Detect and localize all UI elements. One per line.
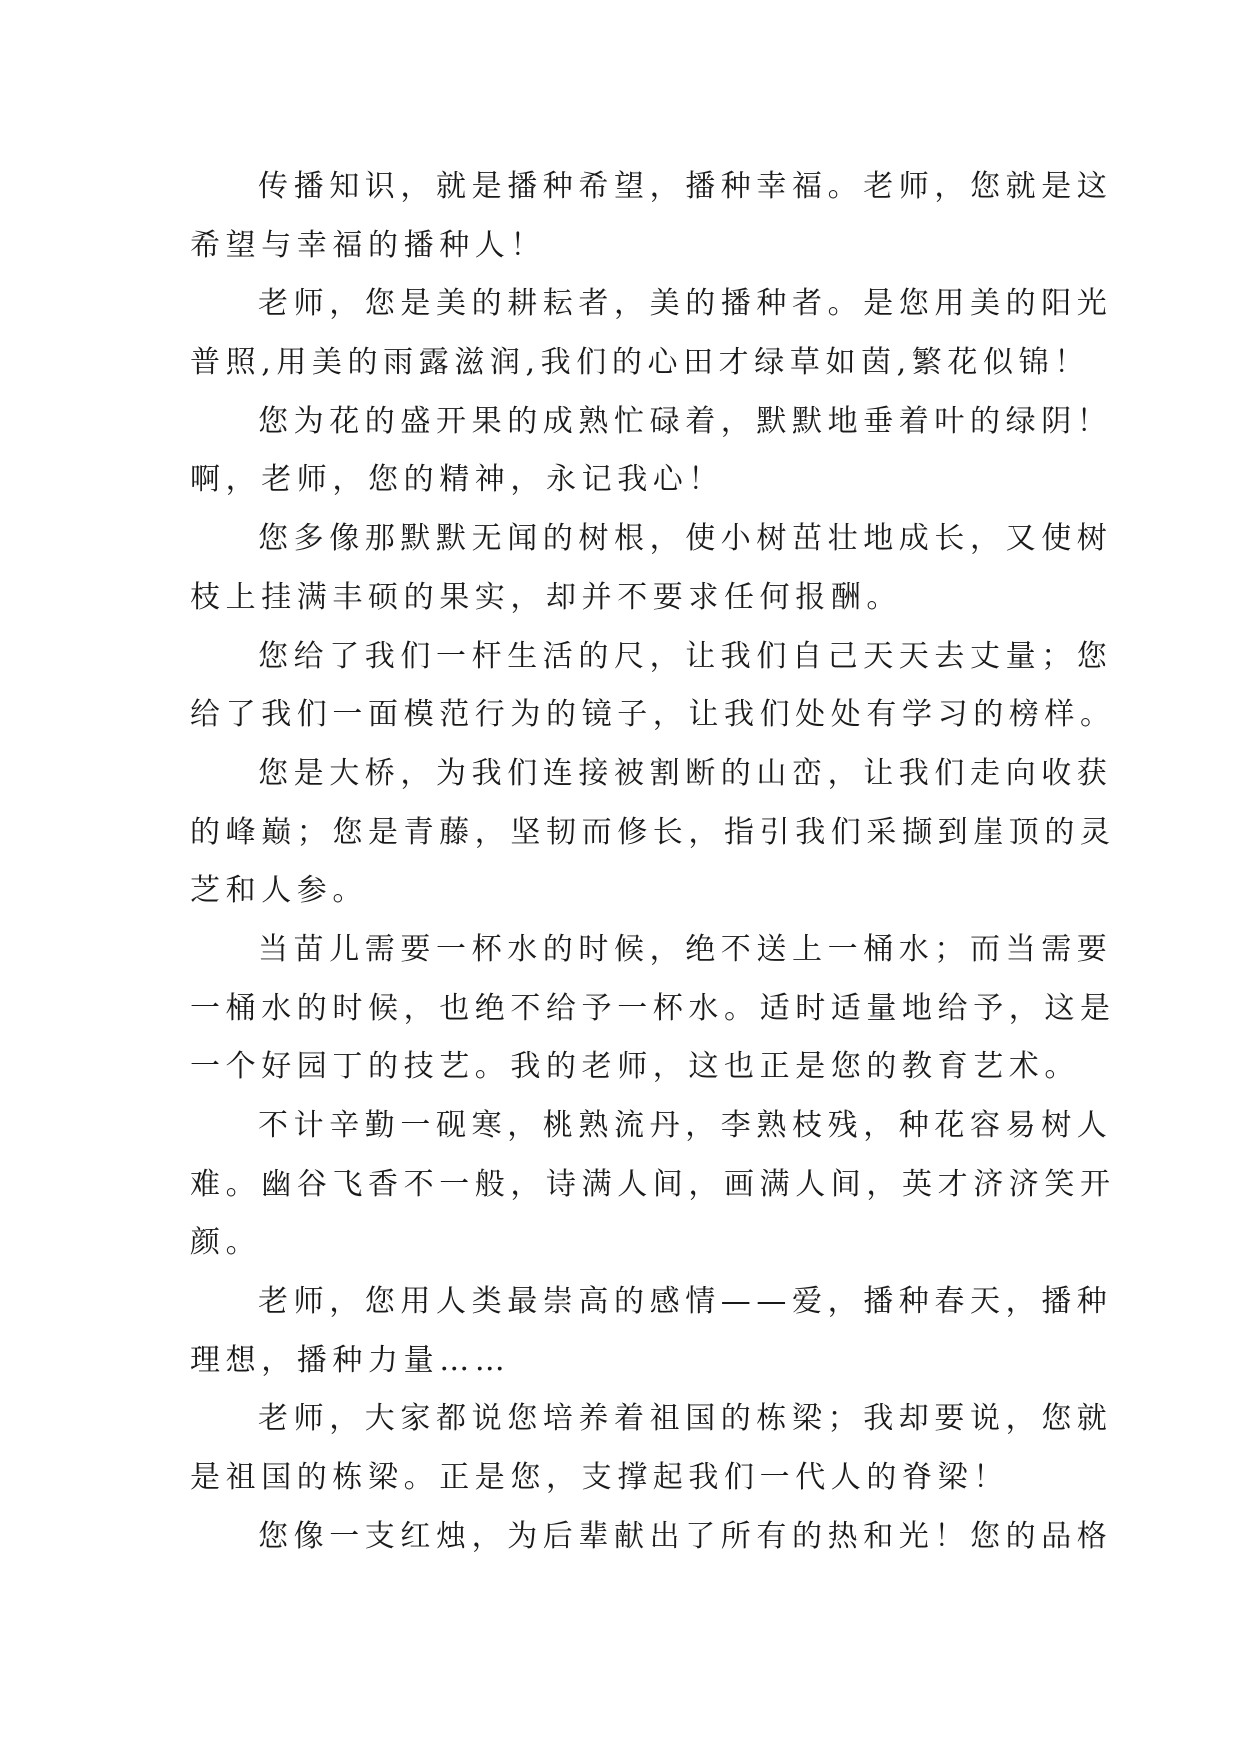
text-line: 当苗儿需要一杯水的时候，绝不送上一桶水；而当需要 — [258, 931, 1113, 967]
text-line: 颜。 — [190, 1225, 262, 1261]
text-line: 给了我们一面模范行为的镜子，让我们处处有学习的榜样。 — [190, 697, 1116, 733]
text-line: 希望与幸福的播种人！ — [190, 227, 546, 263]
text-line: 难。幽谷飞香不一般，诗满人间，画满人间，英才济济笑开 — [190, 1166, 1116, 1202]
text-line: 理想，播种力量…… — [190, 1342, 511, 1378]
text-line: 枝上挂满丰硕的果实，却并不要求任何报酬。 — [190, 579, 902, 615]
text-line: 您为花的盛开果的成熟忙碌着，默默地垂着叶的绿阴！ — [258, 403, 1113, 439]
text-line: 芝和人参。 — [190, 873, 368, 909]
text-line: 传播知识，就是播种希望，播种幸福。老师，您就是这 — [258, 169, 1113, 204]
text-line: 啊，老师，您的精神，永记我心！ — [190, 462, 724, 498]
text-line: 老师，您用人类最崇高的感情——爱，播种春天，播种 — [258, 1284, 1113, 1320]
text-line: 一个好园丁的技艺。我的老师，这也正是您的教育艺术。 — [190, 1049, 1080, 1085]
text-line: 老师，您是美的耕耘者，美的播种者。是您用美的阳光 — [258, 286, 1113, 322]
text-line: 您像一支红烛，为后辈献出了所有的热和光！您的品格 — [258, 1518, 1113, 1554]
text-line: 普照,用美的雨露滋润,我们的心田才绿草如茵,繁花似锦！ — [190, 345, 1090, 381]
text-line: 是祖国的栋梁。正是您，支撑起我们一代人的脊梁！ — [190, 1460, 1009, 1496]
text-line: 不计辛勤一砚寒，桃熟流丹，李熟枝残，种花容易树人 — [258, 1108, 1113, 1143]
text-line: 您多像那默默无闻的树根，使小树茁壮地成长，又使树 — [258, 521, 1113, 557]
text-line: 的峰巅；您是青藤，坚韧而修长，指引我们采撷到崖顶的灵 — [190, 814, 1116, 850]
text-line: 老师，大家都说您培养着祖国的栋梁；我却要说，您就 — [258, 1401, 1113, 1437]
text-line: 一桶水的时候，也绝不给予一杯水。适时适量地给予，这是 — [190, 990, 1116, 1026]
text-line: 您给了我们一杆生活的尺，让我们自己天天去丈量；您 — [258, 638, 1113, 674]
essay-body — [190, 158, 1116, 1567]
text-line: 您是大桥，为我们连接被割断的山峦，让我们走向收获 — [258, 755, 1113, 791]
